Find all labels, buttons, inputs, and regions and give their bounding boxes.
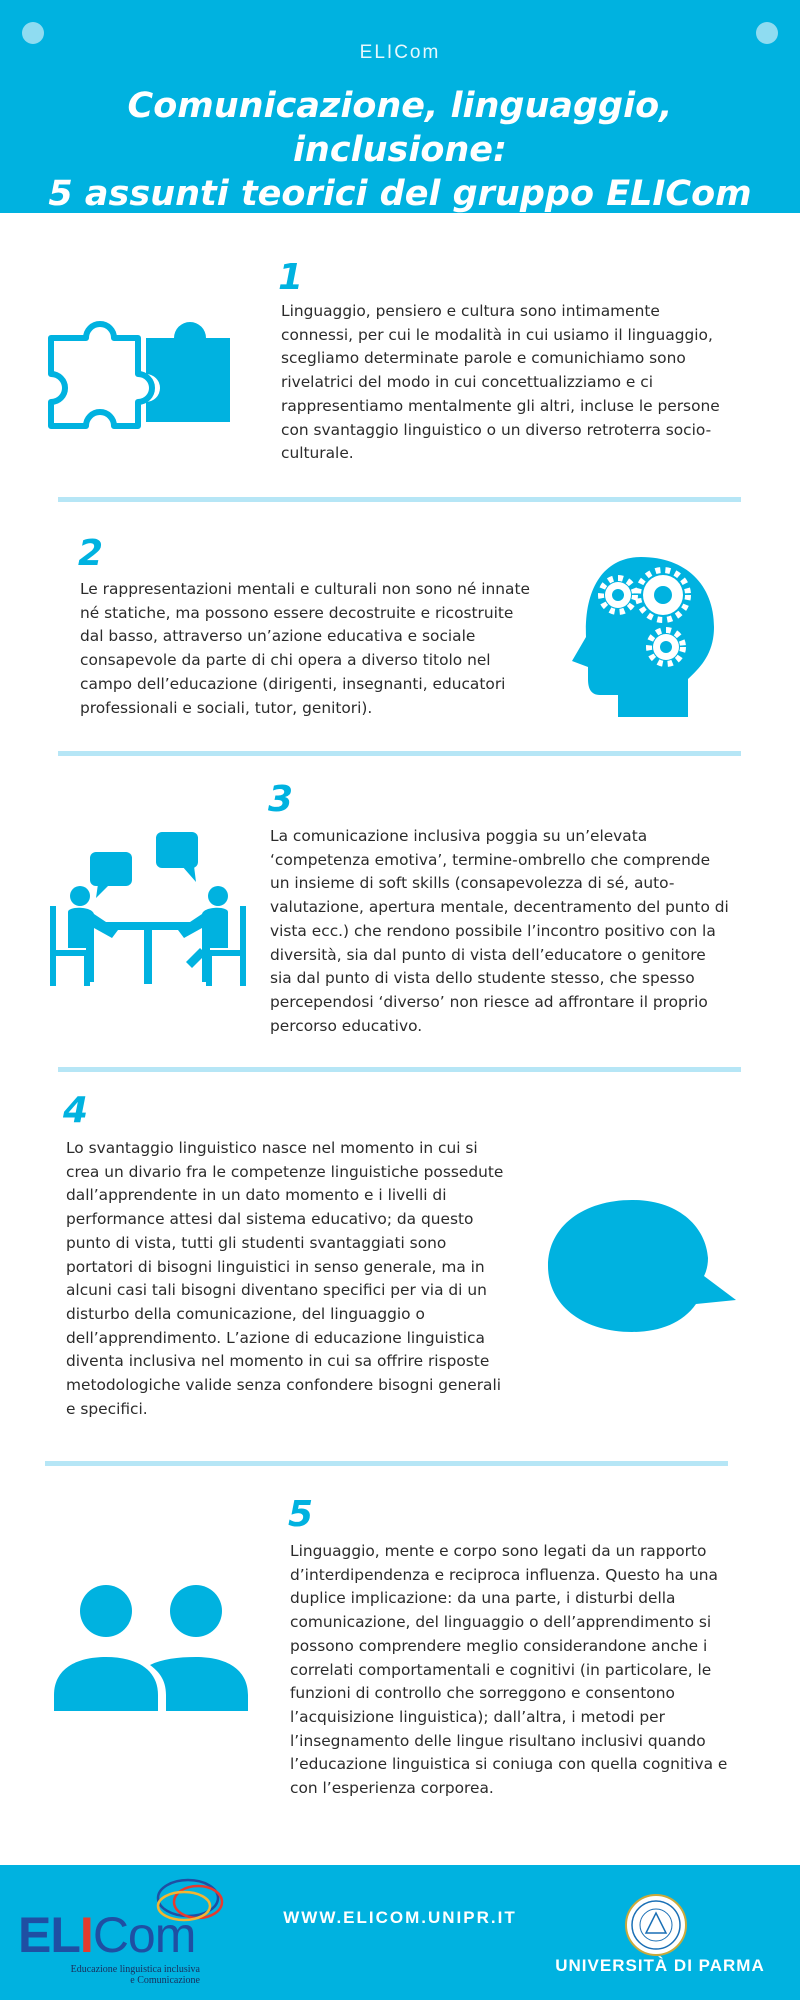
section-text-1: Linguaggio, pensiero e cultura sono intimamente connessi, per cui le modalità in cui usiamo il linguaggio, scegliamo determinate parole e comunichiamo sono rivelatrici del modo in cui concettualizziamo e ci rappresentiamo mentalmente gli altri, incluse le persone con svantaggio linguistico o un diverso retroterra socio-culturale.: [281, 302, 720, 463]
head-gears-icon: [566, 555, 716, 720]
conversation-icon: [46, 830, 250, 990]
page-title-line-2: 5 assunti teorici del gruppo ELICom: [48, 174, 752, 214]
section-number-1: 1: [278, 257, 304, 298]
logo-el: EL: [18, 1907, 80, 1963]
university-name: UNIVERSITÀ DI PARMA: [555, 1956, 765, 1975]
decorative-dot-icon: [22, 22, 44, 44]
logo-i: I: [79, 1907, 93, 1963]
speech-bubble-icon: [540, 1196, 740, 1336]
section-text-3: La comunicazione inclusiva poggia su un’elevata ‘competenza emotiva’, termine-ombrello che comprende un insieme di soft skills (consapevolezza di sé, auto-valutazione, apertura mentale, decentramento del punto di vista ecc.) che rendono possibile l’incontro positivo con la diversità, sia dal punto di vista dell’educatore o genitore sia dal punto di vista dello studente stesso, che spesso percependosi ‘diverso’ non riesce ad affrontare il proprio percorso educativo.: [270, 827, 729, 1035]
decorative-dot-icon: [756, 22, 778, 44]
logo-tagline: [50, 1964, 200, 1986]
website-link[interactable]: WWW.ELICOM.UNIPR.IT: [283, 1908, 517, 1927]
brand-label: ELICom: [359, 42, 441, 63]
section-text-5: Linguaggio, mente e corpo sono legati da un rapporto d’interdipendenza e reciproca influenza. Questo ha una duplice implicazione: da una parte, i disturbi della comunicazione, del linguaggio o dell’apprendimento si possono comprendere meglio considerandone anche i correlati comportamentali e cognitivi (in particolare, le funzioni di controllo che sorreggono e consentono l’acquisizione linguistica); dall’altra, i metodi per l’insegnamento delle lingue risultano inclusivi quando l’educazione linguistica si coniuga con quella cognitiva e con l’esperienza corporea.: [290, 1542, 728, 1798]
section-text-4: Lo svantaggio linguistico nasce nel momento in cui si crea un divario fra le competenze linguistiche possedute dall’apprendente in un dato momento e i livelli di performance attesi dal sistema educativo; da questo punto di vista, tutti gli studenti svantaggiati sono portatori di bisogni linguistici in senso generale, ma in alcuni casi tali bisogni diventano specifici per via di un disturbo della comunicazione, del linguaggio o dell’apprendimento. L’azione di educazione linguistica diventa inclusiva nel momento in cui sa offrire risposte metodologiche valide senza confondere bisogni generali e specifici.: [66, 1139, 504, 1418]
section-divider: [58, 751, 741, 756]
section-number-4: 4: [63, 1090, 89, 1131]
logo-com: Com: [92, 1907, 196, 1963]
section-divider: [45, 1461, 728, 1466]
section-divider: [58, 1067, 741, 1072]
logo-tagline-line-2: e Comunicazione: [130, 1975, 200, 1986]
section-number-5: 5: [288, 1494, 314, 1535]
logo-tagline-line-1: Educazione linguistica inclusiva: [70, 1964, 200, 1975]
puzzle-icon: [46, 308, 236, 452]
page-title: [20, 84, 780, 216]
elicom-logo[interactable]: [18, 1907, 196, 1963]
section-number-3: 3: [268, 779, 294, 820]
section-text-2: Le rappresentazioni mentali e culturali non sono né innate né statiche, ma possono essere decostruite e ricostruite dal basso, attraverso un’azione educativa e sociale consapevole da parte di chi opera a diverso titolo nel campo dell’educazione (dirigenti, insegnanti, educatori professionali e sociali, tutor, genitori).: [80, 580, 530, 717]
people-icon: [54, 1583, 249, 1711]
page-title-line-1: Comunicazione, linguaggio, inclusione:: [127, 86, 673, 170]
university-seal-icon: [624, 1893, 688, 1957]
section-divider: [58, 497, 741, 502]
section-number-2: 2: [78, 533, 104, 574]
